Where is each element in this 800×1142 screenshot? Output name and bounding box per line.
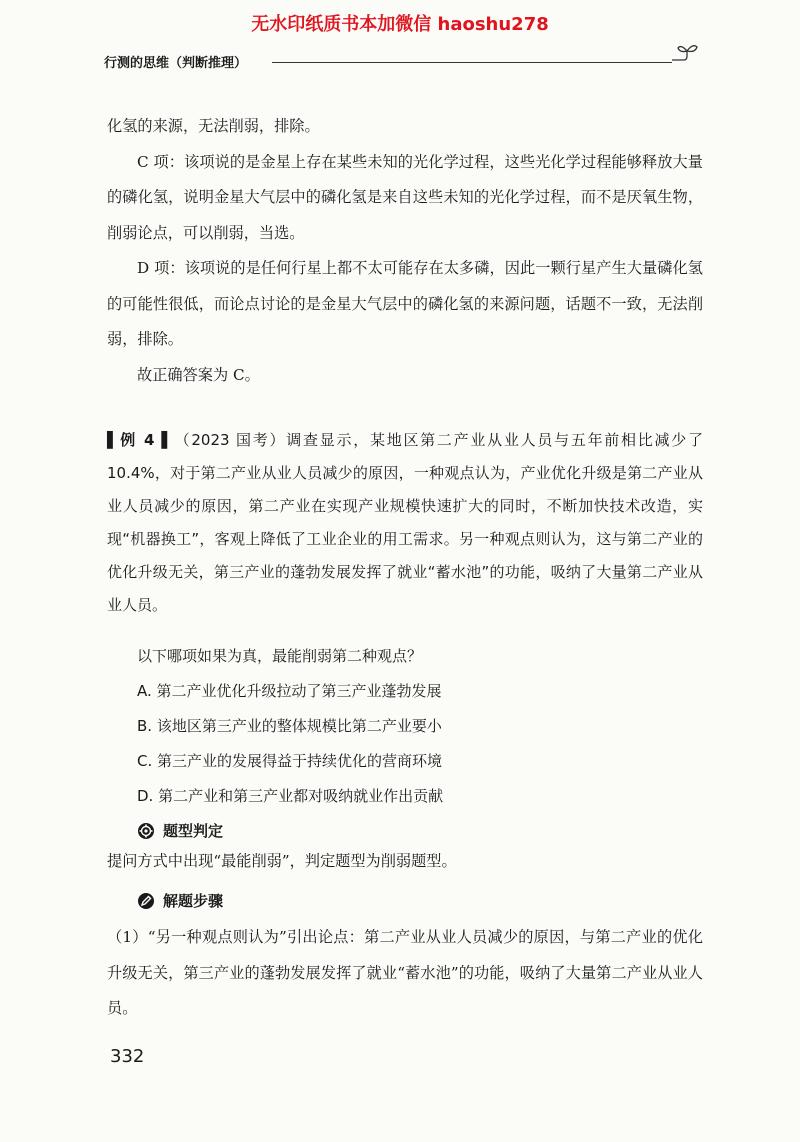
option-c: C. 第三产业的发展得益于持续优化的营商环境 <box>137 752 443 770</box>
paragraph-option-c: C 项：该项说的是金星上存在某些未知的光化学过程，这些光化学过程能够释放大量的磷化氢，说明金星大气层中的磷化氢是来自这些未知的光化学过程，而不是厌氧生物，削弱论点，可以削弱，当选。 <box>107 152 703 242</box>
step-1-text: （1）“另一种观点则认为”引出论点：第二产业从业人员减少的原因，与第二产业的优化升级无关，第三产业的蓬勃发展发挥了就业“蓄水池”的功能，吸纳了大量第二产业从业人员。 <box>107 928 703 1017</box>
option-a: A. 第二产业优化升级拉动了第三产业蓬勃发展 <box>137 682 442 700</box>
steps-heading-label: 解题步骤 <box>163 892 224 910</box>
page-number: 332 <box>110 1046 145 1067</box>
running-header <box>104 50 700 76</box>
paragraph-option-d: D 项：该项说的是任何行星上都不太可能存在太多磷，因此一颗行星产生大量磷化氢的可能性很低，而论点讨论的是金星大气层中的磷化氢的来源问题，话题不一致，无法削弱，排除。 <box>107 259 703 348</box>
answer-line: 故正确答案为 C。 <box>137 365 260 384</box>
example-tag: ▌例 4 ▌ <box>107 431 173 449</box>
sprout-icon <box>670 42 700 68</box>
question-text: 以下哪项如果为真，最能削弱第二种观点？ <box>137 647 423 665</box>
gear-icon <box>137 822 155 840</box>
pencil-icon <box>137 892 155 910</box>
type-paragraph <box>107 850 457 871</box>
header-rule <box>272 62 672 63</box>
example-text: （2023 国考）调查显示，某地区第二产业从业人员与五年前相比减少了 10.4%，对于第二产业从业人员减少的原因，一种观点认为，产业优化升级是第二产业从业人员减少的原因，第二产业在实现产业规模快速扩大的同时，不断加快技术改造，实现“机器换工”，客观上降低了工业企业的用工需求。另一种观点则认为，这与第二产业的优化升级无关，第三产业的蓬勃发展发挥了就业“蓄水池”的功能，吸纳了大量第二产业从业人员。 <box>107 431 703 614</box>
watermark: 无水印纸质书本加微信 haoshu278 <box>251 14 549 35</box>
option-d: D. 第二产业和第三产业都对吸纳就业作出贡献 <box>137 787 444 805</box>
paragraph-option-b-end: 化氢的来源，无法削弱，排除。 <box>107 117 320 135</box>
option-b: B. 该地区第三产业的整体规模比第二产业要小 <box>137 717 442 735</box>
steps-section-heading <box>137 890 223 911</box>
type-heading-label: 题型判定 <box>163 822 224 840</box>
analysis-block <box>107 109 703 393</box>
type-text: 提问方式中出现“最能削弱”，判定题型为削弱题型。 <box>107 852 457 870</box>
type-section-heading <box>137 820 223 841</box>
header-title: 行测的思维（判断推理） <box>104 56 248 71</box>
step-1-paragraph <box>107 920 703 1027</box>
example-4-stem <box>107 424 703 622</box>
